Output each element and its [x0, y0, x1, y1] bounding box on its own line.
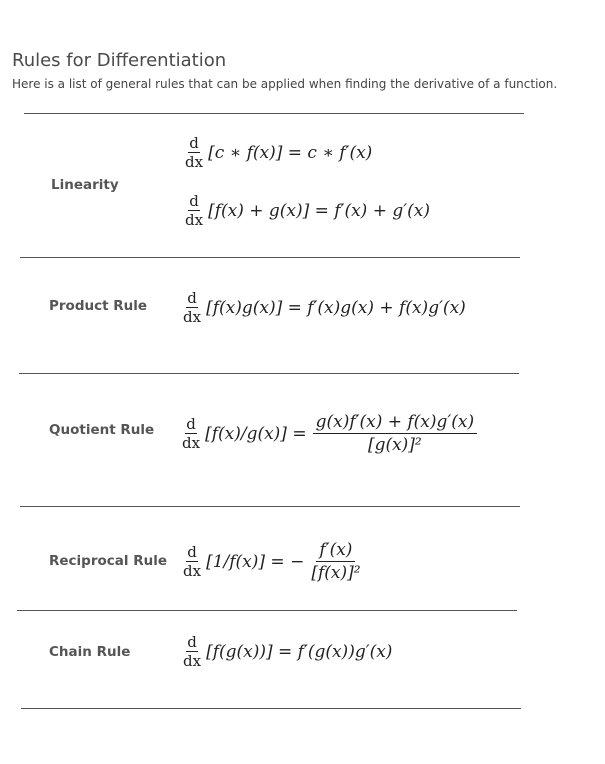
derivative-operator: $\frac{d}{dx}$ — [185, 134, 204, 171]
derivative-operator: $\frac{d}{dx}$ — [183, 289, 202, 326]
formula-lhs: [1/f(x)] = − — [206, 551, 305, 572]
divider — [24, 113, 524, 114]
quotient-fraction: $\frac{g(x)f'(x) + f(x)g'(x)}{\text{[g(x)]²}}$ — [313, 411, 478, 456]
derivative-operator: $\frac{d}{dx}$ — [183, 633, 202, 670]
derivative-operator: $\frac{d}{dx}$ — [185, 192, 204, 229]
formula-expression: [f(x)g(x)] = f′(x)g(x) + f(x)g′(x) — [206, 297, 466, 318]
formula-expression: [f(x) + g(x)] = f′(x) + g′(x) — [208, 200, 430, 221]
divider — [17, 610, 517, 611]
page-subtitle: Here is a list of general rules that can be applied when finding the derivative of a function. — [12, 77, 558, 91]
formula-linearity-scalar — [182, 134, 372, 171]
formula-product-rule — [180, 289, 466, 326]
formula-lhs: [f(x)/g(x)] = — [205, 423, 307, 444]
derivative-operator: $\frac{d}{dx}$ — [183, 543, 202, 580]
formula-chain-rule — [180, 633, 392, 670]
formula-quotient-rule — [179, 411, 479, 456]
divider — [19, 373, 519, 374]
derivative-operator: $\frac{d}{dx}$ — [182, 415, 201, 452]
formula-reciprocal-rule — [180, 539, 366, 584]
formula-expression: [c ∗ f(x)] = c ∗ f′(x) — [208, 142, 373, 163]
page-title: Rules for Differentiation — [12, 50, 227, 71]
reciprocal-fraction: $\frac{f'(x)}{\text{[f(x)]²}}$ — [311, 540, 361, 583]
rule-label-product: Product Rule — [49, 298, 148, 314]
rule-label-quotient: Quotient Rule — [49, 422, 155, 438]
formula-expression: [f(g(x))] = f′(g(x))g′(x) — [206, 641, 393, 662]
divider — [20, 257, 520, 258]
rule-label-reciprocal: Reciprocal Rule — [49, 553, 168, 569]
rule-label-linearity: Linearity — [51, 177, 119, 193]
divider — [20, 506, 520, 507]
formula-linearity-sum — [182, 192, 430, 229]
rule-label-chain: Chain Rule — [49, 644, 131, 660]
divider — [21, 708, 521, 709]
